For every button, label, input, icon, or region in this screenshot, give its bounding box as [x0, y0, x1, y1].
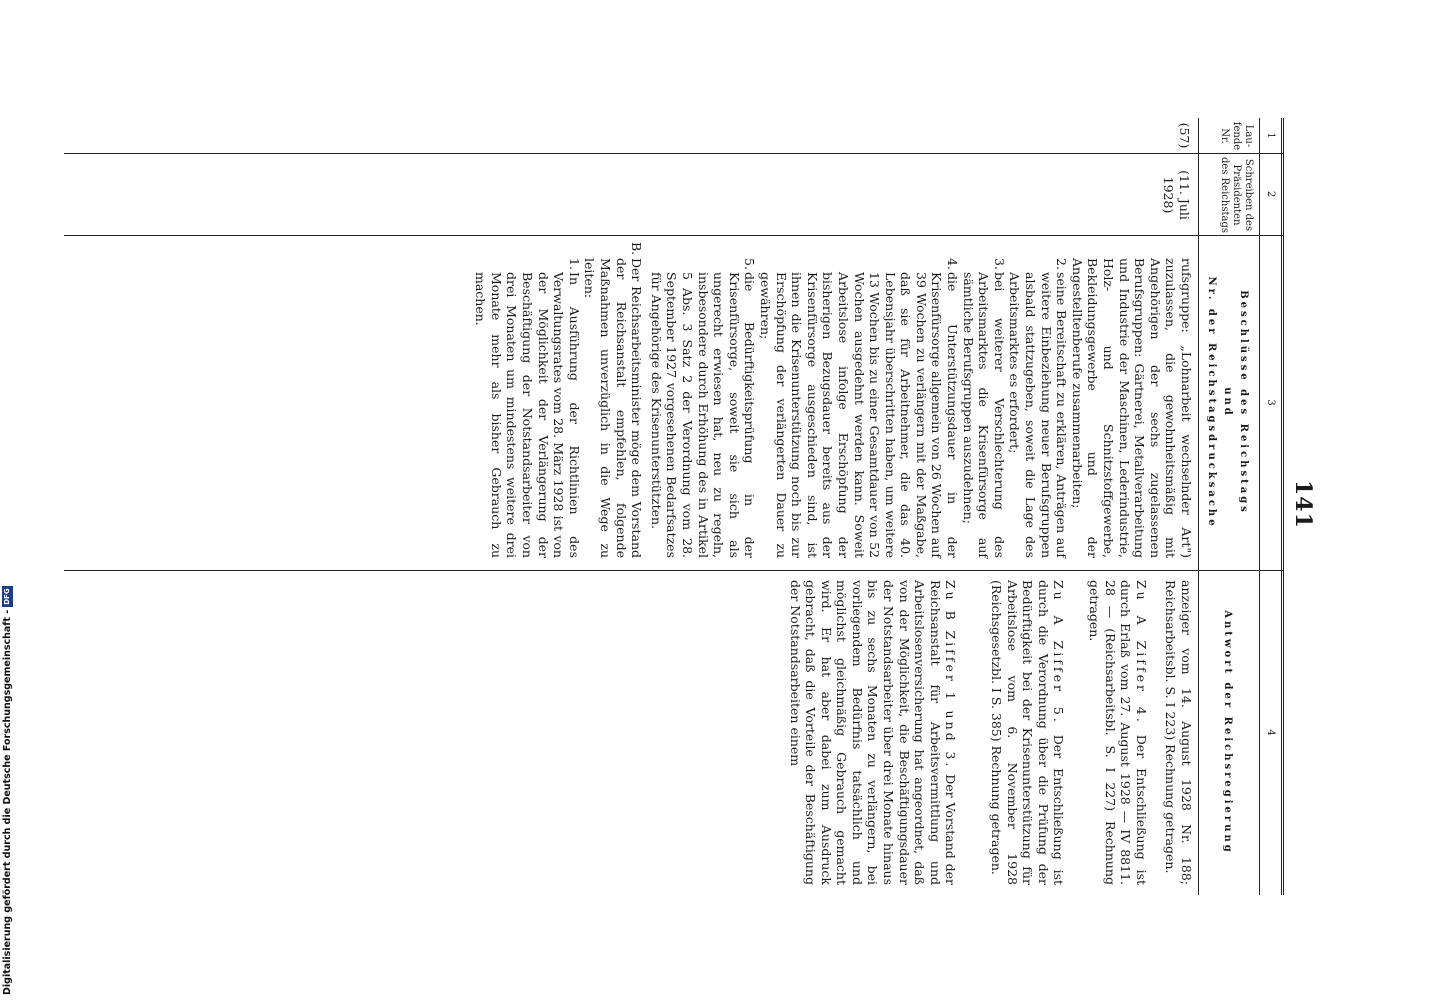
- page-number: 141: [1290, 480, 1316, 529]
- col4-header: Antwort der Reichsregierung: [1222, 610, 1233, 855]
- row-number: (57): [1177, 122, 1192, 149]
- col4-government-answer: [787, 580, 1194, 885]
- column-number-2: 2: [1265, 190, 1276, 198]
- column-divider-3: [64, 570, 1284, 571]
- resolution-item-3: 3. bei weiterer Verschlechterung des Arbeitsmarktes die Krisenfürsorge auf sämtliche Berufsgruppen auszudehnen;: [960, 258, 1007, 558]
- resolution-section-b: B. Der Reichsarbeitsminister möge dem Vorstand der Reichsanstalt empfehlen, folgende Maßnahmen unverzüglich in die Wege zu leiten:: [582, 242, 645, 558]
- col3-resolutions: [473, 242, 1194, 558]
- col3-continuation: rufsgruppe: „Lohnarbeit wechselnder Art") zuzulassen, die gewohnheitsmäßig mit Angehörigen der sechs zugelassenen Berufsgruppen: Gärtnerei, Metallverarbeitung und Industrie der Maschinen, Lederindustrie, Holz- und Schnitzstoffgewerbe, Bekleidungsgewerbe und der Angestelltenberufe zusammenarbeiten;: [1069, 258, 1194, 558]
- col3-header-line1: Beschlüsse des Reichstags: [1238, 290, 1249, 515]
- resolution-item-5: 5. die Bedürftigkeitsprüfung in der Krisenfürsorge, soweit sie sich als ungerecht erwiesen hat, neu zu regeln, insbesondere durch Erhöhung des in Artikel 5 Abs. 3 Satz 2 der Verordnung vom 28. September 1927 vorgesehenen Bedarfsatzes für Angehörige des Krisenunterstützten.: [648, 258, 758, 558]
- row-date: (11. Juli 1928): [1161, 170, 1192, 220]
- resolution-item-2: 2. seine Bereitschaft zu erklären, Anträgen auf weitere Einbeziehung neuer Berufsgruppen alsbald stattzugeben, soweit die Lage des Arbeitsmarktes es erfordert;: [1007, 258, 1070, 558]
- col3-header-line3: Nr. der Reichstagsdrucksache: [1206, 276, 1217, 529]
- header-bottom-rule: [1198, 118, 1199, 895]
- column-divider-2: [64, 235, 1284, 236]
- answer-a4: Zu A Ziffer 4. Der Entschließung ist durch Erlaß vom 27. August 1928 — IV 8811. 28 — (Reichsarbeitsbl. S. I 227) Rechnung getragen.: [1087, 580, 1149, 886]
- resolution-item-4: 4. die Unterstützungsdauer in der Krisenfürsorge allgemein von 26 Wochen auf 39 Wochen zu verlängern mit der Maßgabe, daß sie für Arbeitnehmer, die das 40. Lebensjahr überschritten haben, um weitere 13 Wochen bis zu einer Gesamtdauer von 52 Wochen ausgedehnt werden kann. Soweit Arbeitslose infolge Erschöpfung der bisherigen Bezugsdauer bereits aus der Krisenfürsorge ausgeschieden sind, ist ihnen die Krisenunterstützung noch bis zur Erschöpfung der verlängerten Dauer zu gewähren;: [757, 258, 961, 558]
- column-number-3: 3: [1265, 399, 1276, 406]
- col2-header: Schreiben des Präsidenten des Reichstags: [1219, 157, 1254, 233]
- column-divider-1: [64, 153, 1284, 154]
- col3-header-line2: und: [1222, 387, 1233, 418]
- column-number-4: 4: [1265, 729, 1276, 736]
- dfg-logo: DFG: [3, 588, 11, 605]
- answer-b1-3: Zu B Ziffer 1 und 3. Der Vorstand der Reichsanstalt für Arbeitsvermittlung und Arbeitslosenversicherung hat angeordnet, daß von der Möglichkeit, die Beschäftigungsdauer der Notstandsarbeiter über drei Monate hinaus bis zu sechs Monaten zu verlängern, bei vorliegendem Bedürfnis tatsächlich und möglichst gleichmäßig Gebrauch gemacht wird. Er hat aber dabei zum Ausdruck gebracht, daß die Vorteile der Beschäftigung der Notstandsarbeiten einem: [787, 580, 959, 885]
- column-number-1: 1: [1265, 132, 1276, 139]
- col1-header: Lau-fende Nr.: [1219, 121, 1254, 151]
- digitization-credit: Digitalisierung gefördert durch die Deutsche Forschungsgemeinschaft -DFG: [2, 588, 13, 995]
- col4-continuation: anzeiger vom 14. August 1928 Nr. 188; Reichsarbeitsbl. S. I 223) Rechnung getragen.: [1163, 580, 1194, 885]
- answer-a5: Zu A Ziffer 5. Der Entschließung ist durch die Verordnung über die Prüfung der Bedürftigkeit bei der Krisenunterstützung für Arbeitslose vom 6. November 1928 (Reichsgesetzbl. I S. 385) Rechnung getragen.: [989, 580, 1067, 886]
- resolution-b-item-1: 1. In Ausführung der Richtlinien des Verwaltungsrates vom 28. März 1928 ist von der Möglichkeit der Verlängerung der Beschäftigung der Notstandsarbeiter von drei Monaten um mindestens weitere drei Monate mehr als bisher Gebrauch zu machen.: [473, 258, 582, 558]
